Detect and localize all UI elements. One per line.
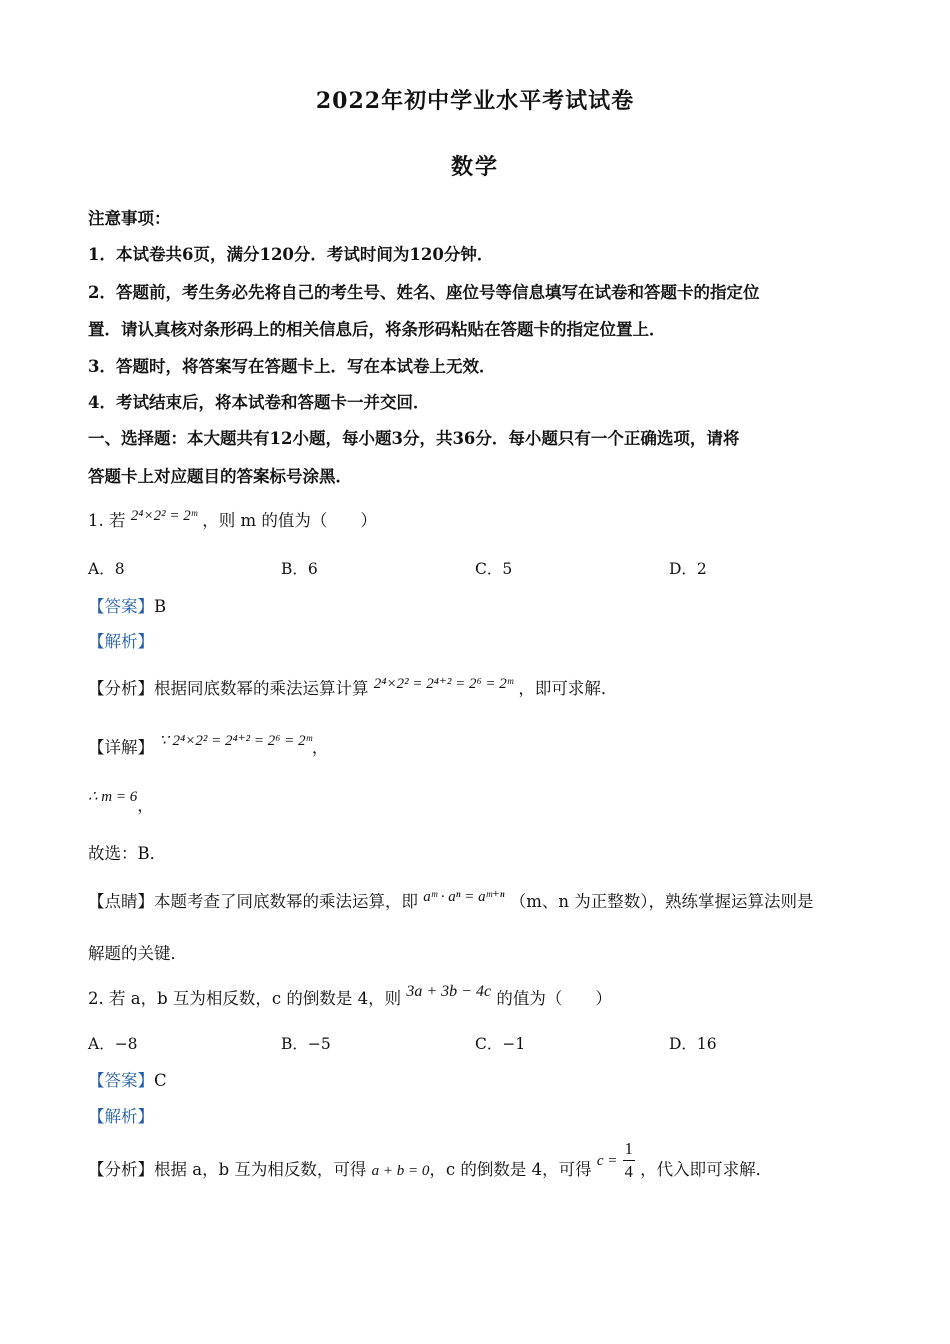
notice-item-4: 4．考试结束后，将本试卷和答题卡一并交回． — [88, 393, 430, 412]
q2-formula: 3a + 3b − 4c — [406, 983, 492, 1000]
q2-option-d: D．16 — [669, 1035, 717, 1053]
subject-title: 数学 — [450, 154, 499, 180]
q1-dianjing-line2: 解题的关键． — [88, 944, 187, 963]
q1-suffix: ，则 m 的值为（ ） — [202, 511, 377, 530]
notice-item-2b: 置．请认真核对条形码上的相关信息后，将条形码粘贴在答题卡的指定位置上． — [88, 320, 666, 339]
fenxi-tag: 【分析】 — [88, 679, 154, 698]
q1-prefix: 1. 若 — [88, 511, 126, 530]
fraction-denominator: 4 — [624, 1162, 633, 1181]
q2-fenxi-c: c = — [596, 1153, 618, 1169]
section1-line2: 答题卡上对应题目的答案标号涂黑． — [88, 467, 352, 486]
q1-therefore — [88, 782, 154, 815]
q1-answer — [88, 593, 166, 617]
dianjing-tag: 【点睛】 — [88, 892, 154, 911]
q1-choose: 故选：B． — [88, 844, 167, 863]
q2-fenxi-text2: ，c 的倒数是 4，可得 — [429, 1160, 592, 1179]
q1-fenxi-formula: 2⁴×2² = 2⁴⁺² = 2⁶ = 2ᵐ — [373, 676, 514, 692]
q1-fenxi-suffix: ，即可求解． — [518, 679, 618, 698]
exam-title: 2022年初中学业水平考试试卷 — [315, 88, 635, 114]
q1-dianjing-formula: aᵐ · aⁿ = aᵐ⁺ⁿ — [423, 889, 505, 905]
q2-answer — [88, 1067, 167, 1091]
section1-line1: 一、选择题：本大题共有12小题，每小题3分，共36分．每小题只有一个正确选项，请将 — [88, 429, 740, 448]
q2-prefix: 2. 若 a，b 互为相反数，c 的倒数是 4，则 — [88, 989, 402, 1008]
notice-heading: 注意事项： — [88, 209, 171, 228]
q1-therefore-suffix: ， — [137, 796, 154, 815]
q1-stem — [88, 507, 377, 531]
q1-jiexi-tag: 【解析】 — [88, 632, 154, 651]
q2-answer-value: C — [154, 1071, 167, 1090]
q1-fenxi-text: 根据同底数幂的乘法运算计算 — [154, 679, 369, 698]
q2-stem — [88, 985, 612, 1009]
fraction-one-quarter — [623, 1138, 635, 1183]
q1-dianjing-suffix: （m、n 为正整数），熟练掌握运算法则是 — [509, 892, 814, 911]
q2-suffix: 的值为（ ） — [496, 989, 612, 1008]
q2-jiexi-tag: 【解析】 — [88, 1107, 154, 1126]
q1-option-a: A．8 — [88, 560, 125, 578]
q1-formula: 2⁴×2² = 2ᵐ — [130, 508, 197, 524]
q1-dianjing-text: 本题考查了同底数幂的乘法运算，即 — [154, 892, 418, 911]
q2-fenxi-formula1: a + b = 0 — [371, 1163, 430, 1179]
answer-tag: 【答案】 — [88, 1071, 154, 1090]
notice-item-2a: 2．答题前，考生务必先将自己的考生号、姓名、座位号等信息填写在试卷和答题卡的指定位 — [88, 283, 760, 302]
q1-option-d: D．2 — [669, 560, 707, 578]
q1-dianjing — [88, 888, 814, 912]
xiangjie-tag: 【详解】 — [88, 738, 154, 757]
notice-item-1: 1．本试卷共6页，满分120分．考试时间为120分钟． — [88, 245, 494, 264]
q1-fenxi — [88, 675, 617, 699]
q1-therefore-formula: ∴ m = 6 — [88, 789, 138, 805]
q1-answer-value: B — [154, 597, 167, 616]
fraction-numerator: 1 — [623, 1138, 635, 1161]
q2-option-a: A．−8 — [88, 1035, 138, 1053]
q1-xiangjie-suffix: ， — [311, 738, 329, 757]
fenxi-tag: 【分析】 — [88, 1160, 154, 1179]
q1-option-c: C．5 — [475, 560, 513, 578]
q2-option-b: B．−5 — [281, 1035, 331, 1053]
q1-option-b: B．6 — [281, 560, 318, 578]
answer-tag: 【答案】 — [88, 597, 154, 616]
q2-option-c: C．−1 — [475, 1035, 526, 1053]
q2-fenxi — [88, 1138, 772, 1183]
q2-fenxi-text1: 根据 a，b 互为相反数，可得 — [154, 1160, 367, 1179]
q2-fenxi-suffix: ，代入即可求解． — [640, 1160, 773, 1179]
q1-xiangjie-formula: ∵ 2⁴×2² = 2⁴⁺² = 2⁶ = 2ᵐ — [159, 733, 312, 749]
q1-xiangjie — [88, 734, 328, 758]
notice-item-3: 3．答题时，将答案写在答题卡上．写在本试卷上无效． — [88, 357, 496, 376]
